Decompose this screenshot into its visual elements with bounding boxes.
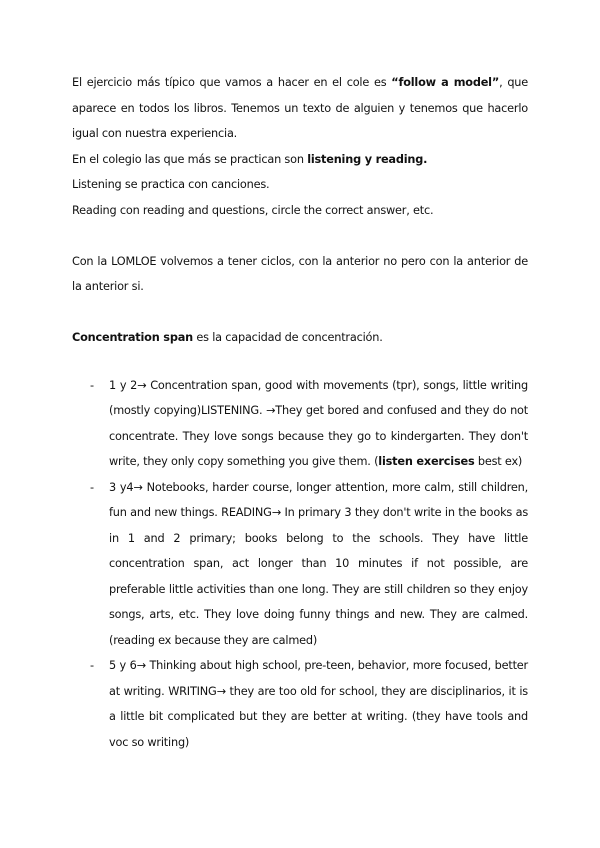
cycle-5-6-text: 5 y 6→ Thinking about high school, pre-teen, behavior, more focused, better at writing. WRITING→ they are too old for school, they are disciplinarios, it is a little bit complicated but they are better at writing. (they have tools and voc so writing) bbox=[109, 659, 528, 749]
intro-p1-continuation: , que aparece en todos los libros. Tenemos un texto de alguien y tenemos que hacerlo igual con nuestra experiencia. bbox=[72, 76, 528, 140]
intro-p2-text: En el colegio las que más se practican son bbox=[72, 152, 308, 166]
paren-open: ( bbox=[374, 455, 379, 468]
list-item-cycle-5-6 bbox=[72, 653, 528, 755]
cycle-1-2-text: 1 y 2→ Concentration span, good with movements (tpr), songs, little writing (mostly copying)LISTENING. →They get bored and confused and they do not concentrate. They love songs because they go to kindergarten. They don't write, they only copy something you give them. bbox=[109, 378, 528, 468]
intro-p1-text: El ejercicio más típico que vamos a hacer en el cole es bbox=[72, 76, 392, 89]
bullet-dash: - bbox=[90, 659, 94, 672]
intro-paragraph-follow-model bbox=[72, 70, 528, 147]
intro-paragraph-reading: Reading con reading and questions, circle the correct answer, etc. bbox=[72, 203, 434, 217]
listen-exercises-term: listen exercises bbox=[378, 455, 475, 468]
list-item-cycle-1-2 bbox=[72, 373, 528, 475]
spacer bbox=[72, 223, 528, 249]
spacer bbox=[72, 351, 528, 373]
document-page bbox=[72, 70, 528, 755]
spacer bbox=[72, 300, 528, 326]
intro-paragraph-listening: Listening se practica con canciones. bbox=[72, 178, 270, 191]
cycle-list bbox=[72, 373, 528, 756]
concentration-span-definition: es la capacidad de concentración. bbox=[192, 331, 383, 344]
lomloe-paragraph: Con la LOMLOE volvemos a tener ciclos, con la anterior no pero con la anterior de la anterior si. bbox=[72, 254, 528, 293]
paren-close-text: best ex) bbox=[474, 455, 523, 468]
follow-a-model-term: “follow a model” bbox=[391, 76, 500, 89]
concentration-span-paragraph bbox=[72, 325, 528, 351]
list-item-cycle-3-4 bbox=[72, 475, 528, 654]
intro-paragraph-practice bbox=[72, 147, 528, 173]
cycle-3-4-text: 3 y4→ Notebooks, harder course, longer attention, more calm, still children, fun and new things. READING→ In primary 3 they don't write in the books as in 1 and 2 primary; books belong to the schools. They have little concentration span, act longer than 10 minutes if not possible, are preferable little activities than one long. They are still children so they enjoy songs, arts, etc. They love doing funny things and new. They are calmed. (reading ex because they are calmed) bbox=[109, 480, 528, 647]
listening-reading-term: listening y reading. bbox=[307, 152, 428, 166]
bullet-dash: - bbox=[90, 480, 94, 494]
bullet-dash: - bbox=[90, 378, 94, 392]
concentration-span-term: Concentration span bbox=[72, 331, 193, 344]
